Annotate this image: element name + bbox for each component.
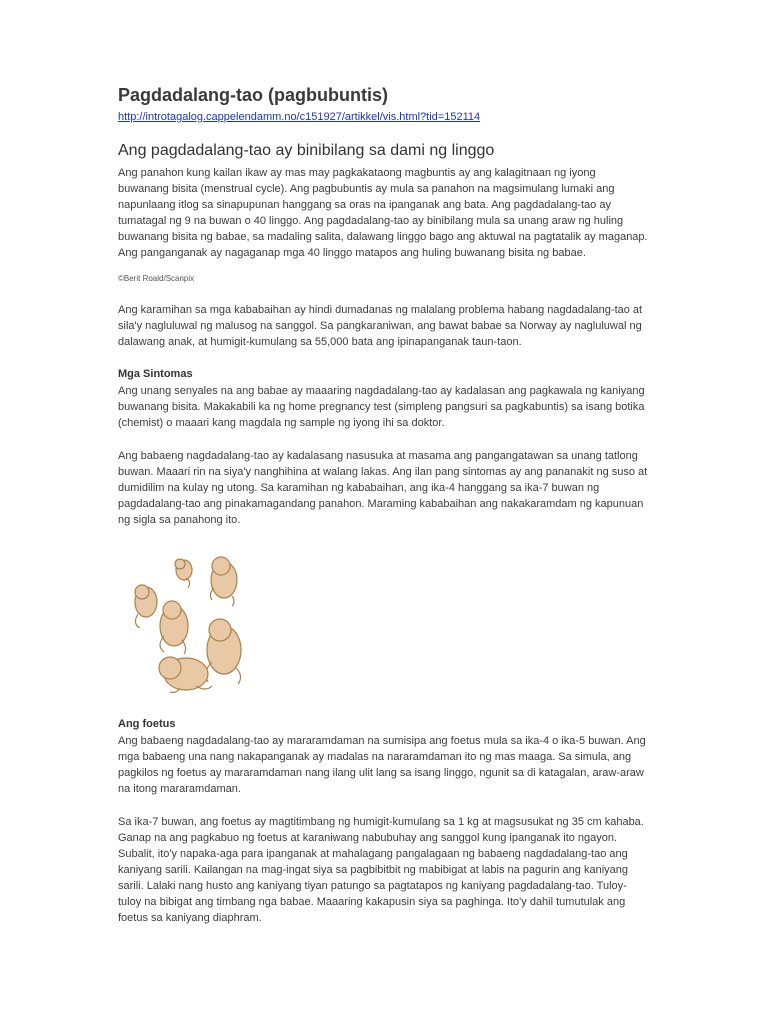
- article: [118, 84, 648, 926]
- section-heading-foetus: Ang foetus: [118, 718, 176, 730]
- paragraph-symptoms-1: Ang unang senyales na ang babae ay maaaring nagdadalang-tao ay kadalasan ang pagkawala ng kaniyang buwanang bisita. Makakabili ka ng home pregnancy test (simpleng pangsuri sa pagkabuntis) sa isang botika (chemist) o maaari kang magdala ng sample ng iyong ihi sa doktor.: [118, 385, 645, 429]
- fetus-stage-6: [159, 657, 212, 693]
- section-heading-symptoms: Mga Sintomas: [118, 368, 193, 380]
- fetus-development-illustration: [124, 540, 254, 700]
- fetus-stage-4: [160, 601, 188, 654]
- embryo-stage-1: [175, 559, 192, 588]
- article-subtitle: Ang pagdadalang-tao ay binibilang sa dami ng linggo: [118, 142, 495, 159]
- photo-credit: ©Berit Roald/Scanpix: [118, 274, 195, 283]
- paragraph-symptoms-2: Ang babaeng nagdadalang-tao ay kadalasang nasusuka at masama ang pangangatawan sa unang tatlong buwan. Maaari rin na siya'y nanghihina at walang lakas. Ang ilan pang sintomas ay ang pananakit ng suso at dumidilim na kulay ng utong. Sa karamihan ng kababaihan, ang ika-4 hanggang sa ika-7 buwan ng pagdadalang-tao ang pinakamagandang panahon. Maraming kababaihan ang nakakaramdam ng kapunuan ng sigla sa panahong ito.: [118, 450, 648, 526]
- fetus-stage-3: [210, 557, 237, 606]
- paragraph-foetus-1: Ang babaeng nagdadalang-tao ay mararamdaman na sumisipa ang foetus mula sa ika-4 o ika-5 buwan. Ang mga babaeng una nang nakapanganak ay madalas na nararamdaman ito ng mas maaga. Sa simula, ang pagkilos ng foetus ay mararamdaman nang ilang ulit lang sa isang linggo, ngunit sa di katagalan, araw-araw na itong mararamdaman.: [118, 735, 646, 795]
- paragraph-intro: Ang panahon kung kailan ikaw ay mas may pagkakataong magbuntis ay ang kalagitnaan ng iyong buwanang bisita (menstrual cycle). Ang pagbubuntis ay mula sa panahon na magsimulang lumaki ang napunlaang itlog sa sinapupunan hanggang sa oras na ipanganak ang bata. Ang pagdadalang-tao ay tumatagal ng 9 na buwan o 40 linggo. Ang pagdadalang-tao ay binibilang mula sa unang araw ng huling buwanang bisita ng babae, sa madaling salita, dalawang linggo bago ang aktuwal na pagtatalik ay maganap. Ang panganganak ay nagaganap mga 40 linggo matapos ang huling buwanang bisita ng babae.: [118, 167, 648, 259]
- page-title: Pagdadalang-tao (pagbubuntis): [118, 85, 388, 105]
- source-link[interactable]: http://introtagalog.cappelendamm.no/c151927/artikkel/vis.html?tid=152114: [118, 111, 481, 123]
- paragraph-foetus-2: Sa ika-7 buwan, ang foetus ay magtitimbang ng humigit-kumulang sa 1 kg at magsusukat ng 35 cm kahaba. Ganap na ang pagkabuo ng foetus at karaniwang nabubuhay ang sanggol kung ipanganak ito ngayon. Subalit, ito'y napaka-aga para ipanganak at mahalagang pangalagaan ng babaeng nagdadalang-tao ang kaniyang sarili. Kailangan na mag-ingat siya sa pagbibitbit ng mabibigat at labis na pagurin ang kaniyang sarili. Lalaki nang husto ang kaniyang tiyan patungo sa pagtatapos ng kaniyang pagdadalang-tao. Tuloy-tuloy na bibigat ang timbang nga babae. Maaaring kakapusin siya sa paghinga. Ito'y dahil tumutulak ang foetus sa kaniyang diaphram.: [118, 816, 644, 924]
- fetus-stage-5: [206, 619, 241, 684]
- fetus-illustration-svg: [124, 540, 254, 700]
- embryo-stage-2: [135, 585, 157, 628]
- paragraph-statistics: Ang karamihan sa mga kababaihan ay hindi dumadanas ng malalang problema habang nagdadalang-tao at sila'y nagluluwal ng malusog na sanggol. Sa pangkaraniwan, ang bawat babae sa Norway ay nagluluwal ng dalawang anak, at humigit-kumulang sa 55,000 bata ang ipinapanganak taun-taon.: [118, 304, 643, 348]
